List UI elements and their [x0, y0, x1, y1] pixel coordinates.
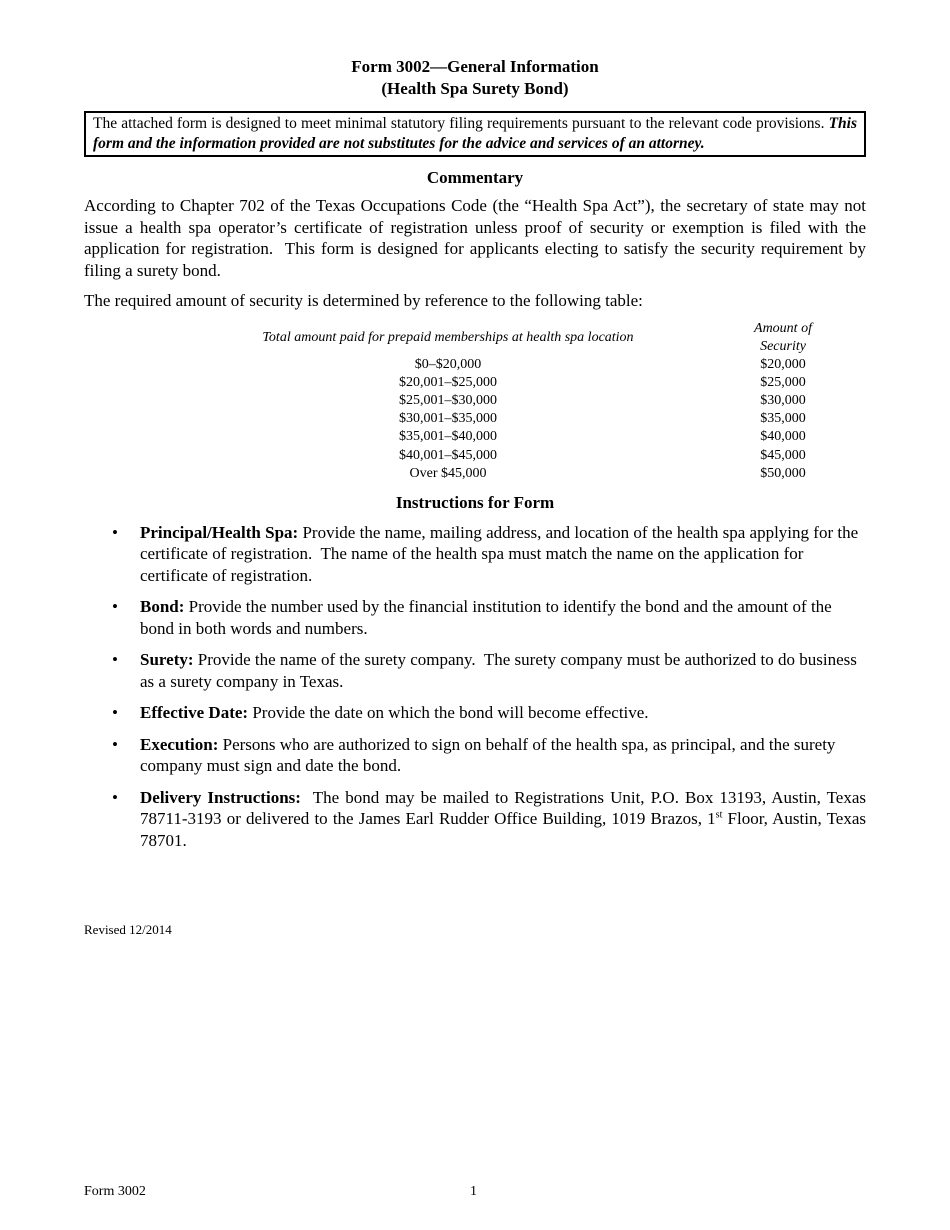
bullet-icon: •	[112, 522, 118, 542]
amount-cell: $35,000	[760, 411, 806, 427]
footer-form-label: Form 3002	[84, 1184, 146, 1199]
bullet-icon: •	[112, 734, 118, 754]
security-table	[162, 320, 832, 483]
column-header-security-amount: Amount of Security	[754, 320, 812, 354]
title-line-2: (Health Spa Surety Bond)	[381, 79, 569, 98]
amount-cell: $40,000	[760, 429, 806, 445]
commentary-paragraph-1: According to Chapter 702 of the Texas Occupations Code (the “Health Spa Act”), the secretary of state may not issue a health spa operator’s certificate of registration unless proof of security or exemption is filed with the application for registration. This form is designed for applicants electing to satisfy the security requirement by filing a surety bond.	[84, 196, 866, 280]
table-row	[162, 374, 832, 392]
revision-date: Revised 12/2014	[84, 922, 172, 937]
table-row	[162, 447, 832, 465]
bullet-icon: •	[112, 787, 118, 807]
bullet-icon: •	[112, 597, 118, 617]
item-text-after: Floor, Austin, Texas 78701.	[140, 809, 867, 850]
list-item-delivery	[84, 787, 866, 852]
item-text: The bond may be mailed to Registrations Unit, P.O. Box 13193, Austin, Texas 78711-3193 or delivered to the James Earl Rudder Office Building, 1019 Brazos, 1	[140, 787, 867, 829]
table-row	[162, 465, 832, 483]
table-row	[162, 392, 832, 410]
list-item-principal	[84, 522, 866, 587]
list-item-effective-date	[84, 702, 866, 724]
item-text: Provide the name of the surety company. The surety company must be authorized to do business as a surety company in Texas.	[140, 650, 857, 691]
item-term: Delivery Instructions:	[140, 787, 301, 807]
commentary-heading: Commentary	[426, 168, 524, 187]
bullet-icon: •	[112, 703, 118, 723]
range-cell: $40,001–$45,000	[399, 447, 497, 463]
amount-cell: $20,000	[760, 356, 806, 372]
item-text: Provide the number used by the financial institution to identify the bond and the amount of the bond in both words and numbers.	[140, 597, 832, 638]
list-item-execution	[84, 734, 866, 777]
table-header-row	[162, 320, 832, 356]
item-text: Provide the name, mailing address, and location of the health spa applying for the certificate of registration. The name of the health spa must match the name on the application for certificate of registration.	[140, 522, 859, 585]
range-cell: $35,001–$40,000	[399, 429, 497, 445]
title-line-1: Form 3002—General Information	[351, 57, 599, 76]
item-term: Bond:	[140, 597, 185, 617]
ordinal-suffix: st	[715, 809, 723, 821]
amount-cell: $30,000	[760, 392, 806, 408]
notice-text: The attached form is designed to meet minimal statutory filing requirements pursuant to the relevant code provisions.	[93, 115, 829, 132]
amount-cell: $50,000	[760, 465, 806, 481]
notice-box	[84, 111, 866, 157]
item-term: Principal/Health Spa:	[140, 522, 299, 542]
table-row	[162, 410, 832, 428]
range-cell: $30,001–$35,000	[399, 411, 497, 427]
footer-page-number: 1	[470, 1184, 477, 1199]
bullet-icon: •	[112, 650, 118, 670]
item-term: Surety:	[140, 650, 194, 670]
amount-cell: $45,000	[760, 447, 806, 463]
item-term: Execution:	[140, 734, 219, 754]
item-text: Provide the date on which the bond will become effective.	[248, 703, 649, 723]
instructions-list	[84, 522, 866, 852]
list-item-surety	[84, 649, 866, 692]
table-row	[162, 428, 832, 446]
list-item-bond	[84, 596, 866, 639]
range-cell: $20,001–$25,000	[399, 374, 497, 390]
page-title	[84, 56, 866, 100]
document-page	[84, 56, 866, 861]
notice-emphasis: This form and the information provided are not substitutes for the advice and services of an attorney.	[93, 115, 857, 152]
item-text: Persons who are authorized to sign on behalf of the health spa, as principal, and the surety company must sign and date the bond.	[140, 734, 836, 776]
item-term: Effective Date:	[140, 703, 249, 723]
instructions-heading: Instructions for Form	[395, 492, 555, 512]
commentary-paragraph-2: The required amount of security is determined by reference to the following table:	[84, 291, 643, 310]
amount-cell: $25,000	[760, 374, 806, 390]
range-cell: Over $45,000	[409, 465, 487, 481]
range-cell: $25,001–$30,000	[399, 392, 497, 408]
range-cell: $0–$20,000	[414, 356, 482, 372]
table-row	[162, 356, 832, 374]
column-header-membership-total: Total amount paid for prepaid memberships at health spa location	[262, 329, 634, 345]
